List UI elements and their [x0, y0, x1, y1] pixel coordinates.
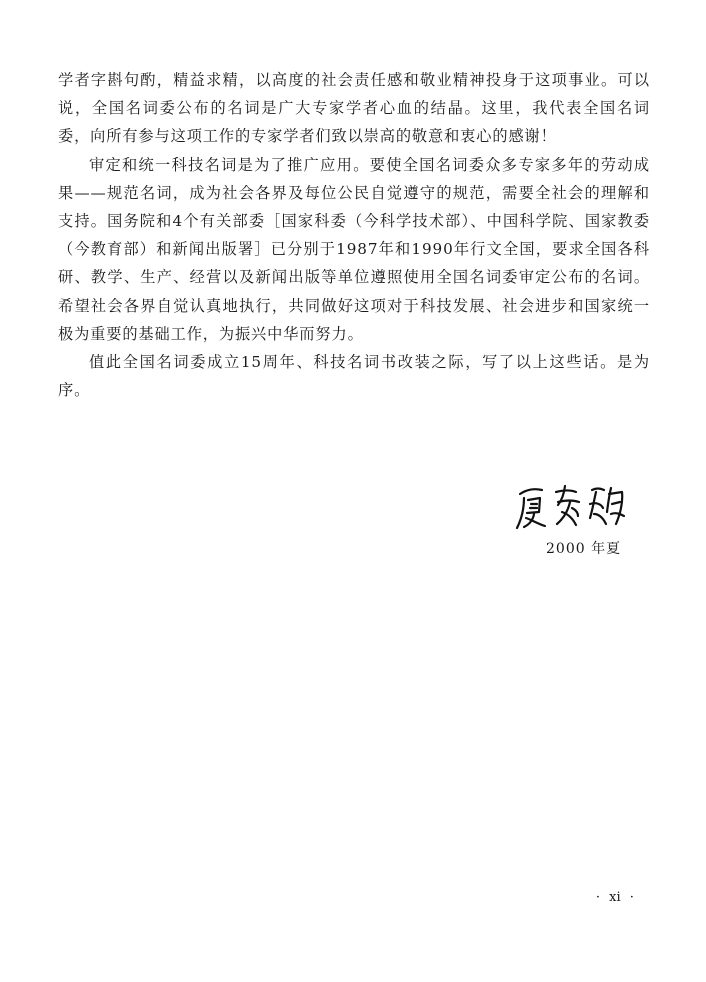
paragraph-continued: 学者字斟句酌，精益求精，以高度的社会责任感和敬业精神投身于这项事业。可以说，全国名词委公布的名词是广大专家学者心血的结晶。这里，我代表全国名词委，向所有参与这项工作的专家学者们致以崇高的敬意和衷心的感谢！: [58, 71, 650, 146]
handwritten-signature: [512, 480, 632, 532]
left-folio-dot: ·: [595, 890, 601, 905]
signature-date: 2000 年夏: [546, 541, 622, 557]
paragraph-preface-closing: 值此全国名词委成立15周年、科技名词书改装之际，写了以上这些话。是为序。: [58, 353, 650, 400]
page-number: [591, 890, 639, 905]
body-text: [58, 66, 650, 404]
right-folio-dot: ·: [629, 890, 634, 905]
page-number-label: xi: [609, 890, 621, 905]
paragraph-promotion: 审定和统一科技名词是为了推广应用。要使全国名词委众多专家多年的劳动成果——规范名词，成为社会各界及每位公民自觉遵守的规范，需要全社会的理解和支持。国务院和4个有关部委［国家科委（今科学技术部）、中国科学院、国家教委（今教育部）和新闻出版署］已分别于1987年和1990年行文全国，要求全国各科研、教学、生产、经营以及新闻出版等单位遵照使用全国名词委审定公布的名词。希望社会各界自觉认真地执行，共同做好这项对于科技发展、社会进步和国家统一极为重要的基础工作，为振兴中华而努力。: [58, 155, 650, 343]
